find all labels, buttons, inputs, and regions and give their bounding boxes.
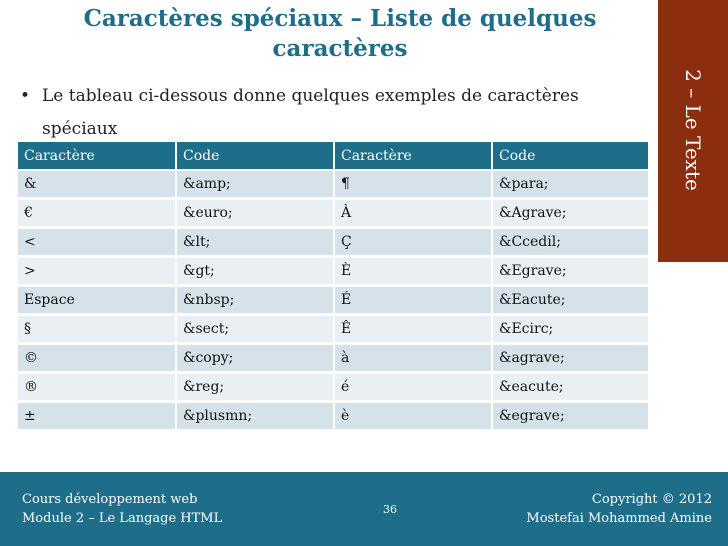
table-row <box>18 170 649 199</box>
table-cell: &Eacute; <box>492 286 649 315</box>
table-cell: &Egrave; <box>492 257 649 286</box>
table-row <box>18 402 649 431</box>
table-cell: < <box>18 228 176 257</box>
bullet-text: Le tableau ci-dessous donne quelques exemples de caractères spéciaux <box>42 86 579 139</box>
table-row <box>18 373 649 402</box>
table-cell: &lt; <box>176 228 334 257</box>
table-row <box>18 344 649 373</box>
header-cell: Code <box>492 142 649 170</box>
footer-course-name: Cours développement web <box>22 492 198 507</box>
table-cell: &Ecirc; <box>492 315 649 344</box>
table-cell: &Agrave; <box>492 199 649 228</box>
table-cell: É <box>334 286 492 315</box>
table-cell: &amp; <box>176 170 334 199</box>
table-cell: &eacute; <box>492 373 649 402</box>
page-number: 36 <box>383 503 397 516</box>
table-cell: > <box>18 257 176 286</box>
table-row <box>18 257 649 286</box>
table-cell: &euro; <box>176 199 334 228</box>
table-cell: Ç <box>334 228 492 257</box>
slide-title-line1: Caractères spéciaux – Liste de quelques <box>83 5 597 32</box>
table-row <box>18 286 649 315</box>
table-header-row <box>18 142 649 170</box>
table-row <box>18 315 649 344</box>
table-cell: ¶ <box>334 170 492 199</box>
table-cell: &gt; <box>176 257 334 286</box>
table-cell: &copy; <box>176 344 334 373</box>
bullet-icon: • <box>20 86 31 106</box>
table-row <box>18 228 649 257</box>
table-cell: € <box>18 199 176 228</box>
section-label: 2 – Le Texte <box>681 69 705 191</box>
table-cell: &nbsp; <box>176 286 334 315</box>
slide-title <box>60 4 620 64</box>
slide-footer <box>0 472 728 546</box>
table-cell: é <box>334 373 492 402</box>
table-cell: ± <box>18 402 176 431</box>
header-cell: Caractère <box>334 142 492 170</box>
special-characters-table <box>18 142 650 432</box>
header-cell: Code <box>176 142 334 170</box>
table-cell: Ê <box>334 315 492 344</box>
footer-module-name: Module 2 – Le Langage HTML <box>22 511 223 526</box>
table-cell: & <box>18 170 176 199</box>
table-cell: &sect; <box>176 315 334 344</box>
table-cell: &para; <box>492 170 649 199</box>
table-cell: &plusmn; <box>176 402 334 431</box>
table-cell: § <box>18 315 176 344</box>
footer-copyright: Copyright © 2012 <box>591 492 712 507</box>
table-cell: ® <box>18 373 176 402</box>
table-cell: è <box>334 402 492 431</box>
table-cell: È <box>334 257 492 286</box>
table-cell: &agrave; <box>492 344 649 373</box>
table-cell: à <box>334 344 492 373</box>
slide-title-line2: caractères <box>272 35 408 62</box>
header-cell: Caractère <box>18 142 176 170</box>
table-cell: À <box>334 199 492 228</box>
table-cell: Espace <box>18 286 176 315</box>
table-cell: &Ccedil; <box>492 228 649 257</box>
footer-author: Mostefai Mohammed Amine <box>526 511 712 526</box>
table-cell: &reg; <box>176 373 334 402</box>
table-cell: © <box>18 344 176 373</box>
table-row <box>18 199 649 228</box>
table-cell: &egrave; <box>492 402 649 431</box>
